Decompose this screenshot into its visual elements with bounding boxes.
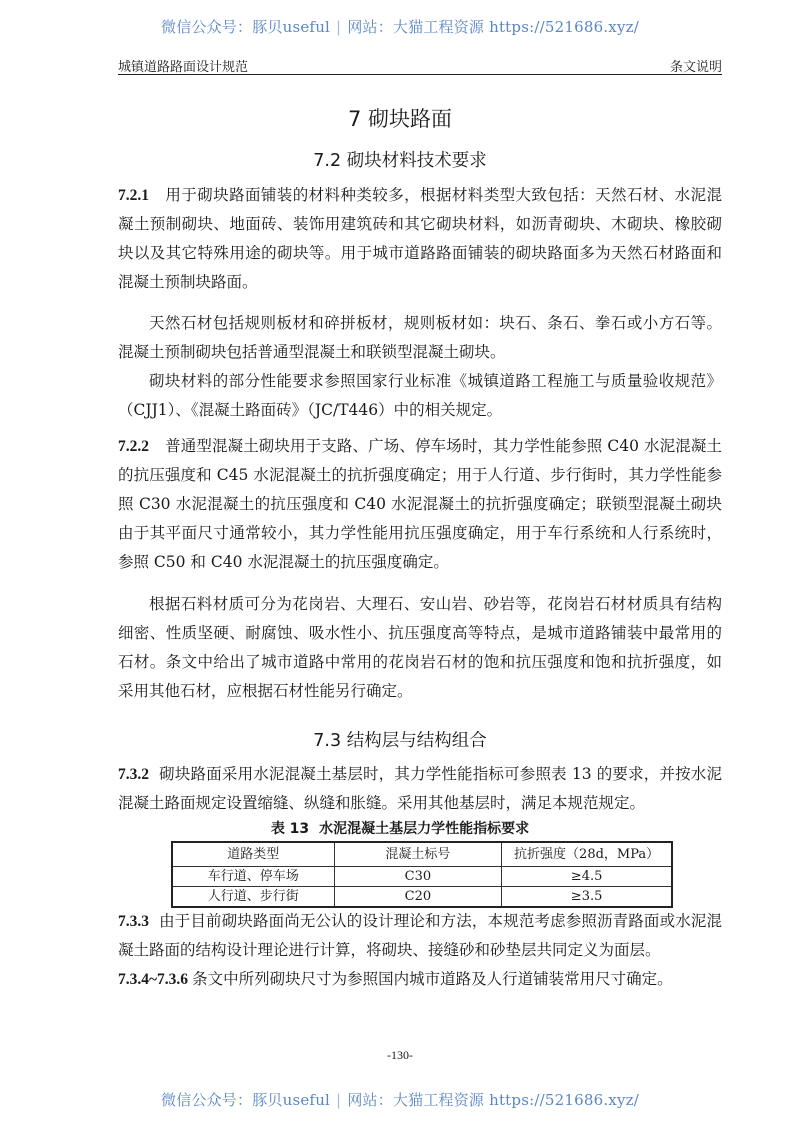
table-header-row xyxy=(172,842,672,867)
clause-number: 7.2.2 xyxy=(118,438,149,455)
section-title-7-3: 7.3 结构层与结构组合 xyxy=(313,731,487,751)
clause-number: 7.3.3 xyxy=(118,913,149,930)
watermark-separator: | xyxy=(336,1091,342,1109)
table-header-concrete-grade: 混凝土标号 xyxy=(334,842,502,867)
running-header-title: 城镇道路路面设计规范 xyxy=(118,60,249,75)
clause-text: 用于砌块路面铺装的材料种类较多，根据材料类型大致包括：天然石材、水泥混凝土预制砌块、地面砖、装饰用建筑砖和其它砌块材料，如沥青砌块、木砌块、橡胶砌块以及其它特殊用途的砌块等。用于城市道路路面铺装的砌块路面多为天然石材路面和混凝土预制块路面。 xyxy=(118,186,722,291)
section-title-7-2: 7.2 砌块材料技术要求 xyxy=(313,151,487,171)
table-row xyxy=(172,887,672,908)
clause-7-3-2 xyxy=(118,760,722,818)
watermark-separator: | xyxy=(336,18,342,36)
watermark-wechat: 微信公众号：豚贝useful xyxy=(161,1091,331,1109)
table-cell: ≥3.5 xyxy=(502,887,672,908)
clause-text: 普通型混凝土砌块用于支路、广场、停车场时，其力学性能参照 C40 水泥混凝土的抗压强度和 C45 水泥混凝土的抗折强度确定；用于人行道、步行街时，其力学性能参照 C30 水泥混凝土的抗压强度和 C40 水泥混凝土的抗折强度确定；联锁型混凝土砌块由于其平面尺寸通常较小，其力学性能用抗压强度确定，用于车行系统和人行系统时，参照 C50 和 C40 水泥混凝土的抗压强度确定。 xyxy=(118,437,722,571)
watermark-bottom xyxy=(0,1089,800,1110)
watermark-wechat: 微信公众号：豚贝useful xyxy=(161,18,331,36)
clause-7-2-2 xyxy=(118,432,722,577)
clause-number: 7.3.4~7.3.6 xyxy=(118,971,189,988)
clause-7-3-4-to-7-3-6 xyxy=(118,965,722,994)
table-cell: 车行道、停车场 xyxy=(172,867,334,887)
table-header-flexural-strength: 抗折强度（28d，MPa） xyxy=(502,842,672,867)
chapter-title: 7 砌块路面 xyxy=(347,107,453,131)
table-row xyxy=(172,867,672,887)
watermark-website: 网站：大猫工程资源 https://521686.xyz/ xyxy=(347,1091,639,1109)
clause-7-3-3 xyxy=(118,907,722,965)
running-header xyxy=(118,54,722,75)
page-number: -130- xyxy=(387,1048,413,1062)
table-number: 表 13 xyxy=(270,821,310,837)
watermark-website: 网站：大猫工程资源 https://521686.xyz/ xyxy=(347,18,639,36)
clause-7-2-1 xyxy=(118,181,722,297)
clause-number: 7.2.1 xyxy=(118,187,149,204)
running-header-section: 条文说明 xyxy=(669,60,722,75)
watermark-top xyxy=(0,16,800,37)
table-cell: 人行道、步行街 xyxy=(172,887,334,908)
table-caption-text: 水泥混凝土基层力学性能指标要求 xyxy=(319,821,530,837)
clause-7-2-1-para-3: 砌块材料的部分性能要求参照国家行业标准《城镇道路工程施工与质量验收规范》（CJJ1）、《混凝土路面砖》（JC/T446）中的相关规定。 xyxy=(118,372,722,419)
clause-7-2-1-para-2: 天然石材包括规则板材和碎拼板材，规则板材如：块石、条石、拳石或小方石等。混凝土预制砌块包括普通型混凝土和联锁型混凝土砌块。 xyxy=(118,314,722,361)
table-cell: C30 xyxy=(334,867,502,887)
table-cell: ≥4.5 xyxy=(502,867,672,887)
table-cell: C20 xyxy=(334,887,502,908)
table-header-road-type: 道路类型 xyxy=(172,842,334,867)
table-13 xyxy=(171,841,673,908)
clause-text: 由于目前砌块路面尚无公认的设计理论和方法，本规范考虑参照沥青路面或水泥混凝土路面的结构设计理论进行计算，将砌块、接缝砂和砂垫层共同定义为面层。 xyxy=(118,912,722,959)
clause-7-2-2-para-2: 根据石料材质可分为花岗岩、大理石、安山岩、砂岩等，花岗岩石材材质具有结构细密、性质坚硬、耐腐蚀、吸水性小、抗压强度高等特点，是城市道路铺装中最常用的石材。条文中给出了城市道路中常用的花岗岩石材的饱和抗压强度和饱和抗折强度，如采用其他石材，应根据石材性能另行确定。 xyxy=(118,595,722,700)
table-13-caption xyxy=(0,818,800,838)
clause-number: 7.3.2 xyxy=(118,766,149,783)
clause-text: 条文中所列砌块尺寸为参照国内城市道路及人行道铺装常用尺寸确定。 xyxy=(192,970,673,988)
clause-text: 砌块路面采用水泥混凝土基层时，其力学性能指标可参照表 13 的要求，并按水泥混凝土路面规定设置缩缝、纵缝和胀缝。采用其他基层时，满足本规范规定。 xyxy=(118,765,722,812)
